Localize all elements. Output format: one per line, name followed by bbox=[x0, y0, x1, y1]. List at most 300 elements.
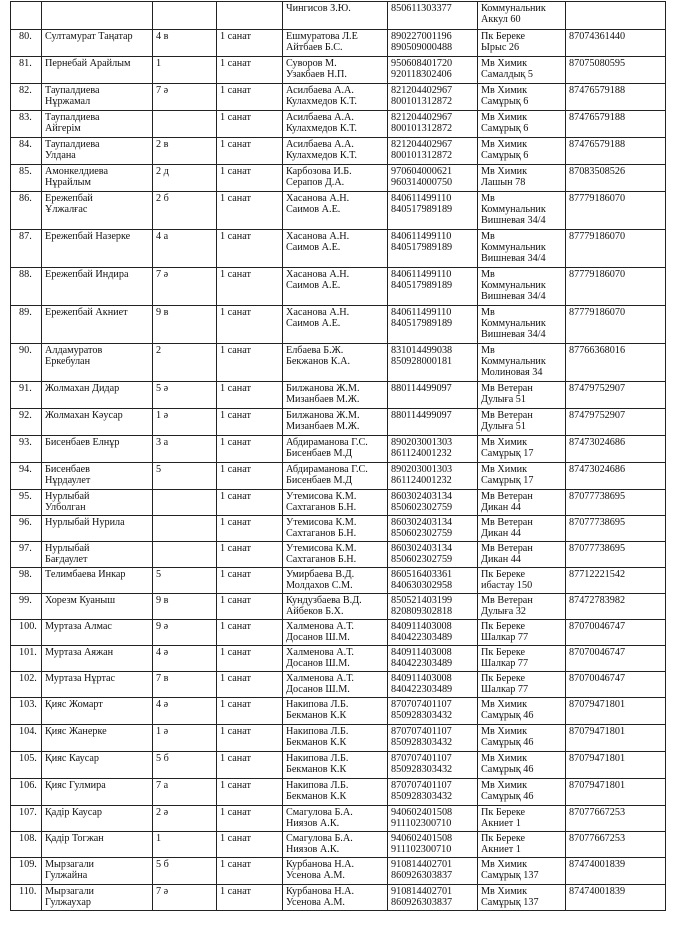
table-row bbox=[11, 594, 666, 620]
cell-student-name-line: Қадір Каусар bbox=[45, 807, 102, 818]
cell-student-name bbox=[42, 165, 153, 192]
cell-phone: 87766368016 bbox=[566, 344, 666, 382]
cell-parents-line: Накипова Л.Б. bbox=[286, 699, 349, 710]
cell-iin bbox=[388, 2, 478, 30]
cell-category: 1 санат bbox=[217, 490, 283, 516]
cell-iin-line: 860926303837 bbox=[391, 897, 453, 908]
cell-student-name-line: Бисенбаев Елнұр bbox=[45, 437, 120, 448]
cell-category: 1 санат bbox=[217, 594, 283, 620]
table-row bbox=[11, 138, 666, 165]
cell-parents bbox=[283, 698, 388, 725]
cell-parents-line: Бекманов К.К bbox=[286, 764, 347, 775]
cell-grade: 7 а bbox=[153, 779, 217, 806]
table-row bbox=[11, 725, 666, 752]
cell-number: 97. bbox=[11, 542, 42, 568]
cell-iin-line: 850521403199 bbox=[391, 595, 453, 606]
table-row bbox=[11, 858, 666, 885]
cell-number bbox=[11, 2, 42, 30]
cell-grade: 5 bbox=[153, 463, 217, 490]
cell-student-name-line: Нұржамал bbox=[45, 96, 91, 107]
cell-student-name bbox=[42, 516, 153, 542]
cell-address-line: Пк Береке bbox=[481, 833, 526, 844]
cell-parents bbox=[283, 779, 388, 806]
cell-parents-line: Кулахмедов К.Т. bbox=[286, 150, 357, 161]
cell-parents-line: Бекжанов К.А. bbox=[286, 356, 351, 367]
cell-phone: 87476579188 bbox=[566, 138, 666, 165]
cell-iin bbox=[388, 230, 478, 268]
cell-phone: 87779186070 bbox=[566, 192, 666, 230]
cell-category: 1 санат bbox=[217, 30, 283, 57]
cell-student-name-line: Муртаза Нұртас bbox=[45, 673, 116, 684]
cell-parents bbox=[283, 344, 388, 382]
cell-address bbox=[478, 516, 566, 542]
cell-number: 87. bbox=[11, 230, 42, 268]
cell-iin-line: 820809302818 bbox=[391, 606, 453, 617]
cell-iin-line: 850928303432 bbox=[391, 710, 453, 721]
cell-iin-line: 861124001232 bbox=[391, 475, 452, 486]
cell-address-line: Дикан 44 bbox=[481, 502, 521, 513]
cell-category: 1 санат bbox=[217, 138, 283, 165]
cell-parents-line: Серапов Д.А. bbox=[286, 177, 345, 188]
table-row bbox=[11, 516, 666, 542]
cell-category: 1 санат bbox=[217, 516, 283, 542]
cell-iin bbox=[388, 344, 478, 382]
cell-parents-line: Суворов М. bbox=[286, 58, 337, 69]
cell-phone: 87479752907 bbox=[566, 382, 666, 409]
cell-parents-line: Саимов А.Е. bbox=[286, 318, 341, 329]
cell-grade: 1 bbox=[153, 832, 217, 858]
cell-category: 1 санат bbox=[217, 885, 283, 911]
cell-iin-line: 800101312872 bbox=[391, 150, 453, 161]
cell-iin bbox=[388, 516, 478, 542]
cell-student-name bbox=[42, 672, 153, 698]
cell-parents bbox=[283, 646, 388, 672]
cell-iin-line: 870707401107 bbox=[391, 699, 452, 710]
cell-parents-line: Саимов А.Е. bbox=[286, 242, 341, 253]
cell-address-line: Дикан 44 bbox=[481, 528, 521, 539]
cell-address-line: Мв Ветеран bbox=[481, 410, 533, 421]
cell-student-name-line: Таупалдиева bbox=[45, 139, 100, 150]
cell-iin bbox=[388, 646, 478, 672]
cell-parents-line: Айтбаев Б.С. bbox=[286, 42, 343, 53]
cell-address-line: Самұрық 46 bbox=[481, 710, 534, 721]
cell-iin bbox=[388, 779, 478, 806]
cell-address-line: Самалдық 5 bbox=[481, 69, 534, 80]
cell-phone: 87079471801 bbox=[566, 725, 666, 752]
cell-student-name bbox=[42, 84, 153, 111]
cell-iin-line: 970604000621 bbox=[391, 166, 453, 177]
cell-address bbox=[478, 84, 566, 111]
cell-address bbox=[478, 268, 566, 306]
cell-category: 1 санат bbox=[217, 698, 283, 725]
cell-grade: 4 ә bbox=[153, 646, 217, 672]
cell-iin-line: 840911403008 bbox=[391, 621, 452, 632]
cell-student-name bbox=[42, 138, 153, 165]
cell-parents-line: Курбанова Н.А. bbox=[286, 859, 355, 870]
cell-parents-line: Накипова Л.Б. bbox=[286, 780, 349, 791]
cell-iin-line: 840611499110 bbox=[391, 193, 452, 204]
cell-student-name-line: Телимбаева Инкар bbox=[45, 569, 126, 580]
cell-iin bbox=[388, 138, 478, 165]
cell-address-line: Коммунальник bbox=[481, 204, 546, 215]
table-row bbox=[11, 490, 666, 516]
cell-grade: 3 а bbox=[153, 436, 217, 463]
table-row bbox=[11, 57, 666, 84]
cell-address-line: Мв bbox=[481, 307, 495, 318]
cell-iin bbox=[388, 568, 478, 594]
cell-address-line: Мв Химик bbox=[481, 85, 528, 96]
cell-number: 82. bbox=[11, 84, 42, 111]
cell-number: 90. bbox=[11, 344, 42, 382]
cell-number: 88. bbox=[11, 268, 42, 306]
cell-address-line: Самұрық 137 bbox=[481, 870, 539, 881]
cell-parents-line: Смагулова Б.А. bbox=[286, 807, 353, 818]
cell-address-line: Мв Химик bbox=[481, 699, 528, 710]
cell-parents-line: Ниязов А.К. bbox=[286, 844, 340, 855]
cell-parents-line: Утемисова К.М. bbox=[286, 491, 357, 502]
cell-iin-line: 890203001303 bbox=[391, 437, 453, 448]
cell-student-name bbox=[42, 832, 153, 858]
cell-address bbox=[478, 344, 566, 382]
cell-parents-line: Билжанова Ж.М. bbox=[286, 383, 360, 394]
cell-student-name-line: Улболган bbox=[45, 502, 86, 513]
cell-parents-line: Накипова Л.Б. bbox=[286, 753, 349, 764]
cell-category: 1 санат bbox=[217, 230, 283, 268]
cell-address-line: Шалкар 77 bbox=[481, 684, 529, 695]
cell-category: 1 санат bbox=[217, 463, 283, 490]
cell-address-line: Вишневая 34/4 bbox=[481, 253, 546, 264]
table-row bbox=[11, 885, 666, 911]
cell-grade: 5 б bbox=[153, 752, 217, 779]
cell-category: 1 санат bbox=[217, 832, 283, 858]
cell-iin-line: 840517989189 bbox=[391, 204, 453, 215]
cell-iin bbox=[388, 698, 478, 725]
cell-address-line: Пк Береке bbox=[481, 673, 526, 684]
cell-number: 108. bbox=[11, 832, 42, 858]
cell-student-name bbox=[42, 306, 153, 344]
cell-category: 1 санат bbox=[217, 344, 283, 382]
cell-address-line: Мв Ветеран bbox=[481, 517, 533, 528]
cell-parents bbox=[283, 409, 388, 436]
cell-address bbox=[478, 436, 566, 463]
cell-address-line: Самұрық 17 bbox=[481, 475, 534, 486]
cell-student-name-line: Таупалдиева bbox=[45, 85, 100, 96]
cell-parents-line: Саимов А.Е. bbox=[286, 280, 341, 291]
cell-iin bbox=[388, 858, 478, 885]
cell-iin-line: 821204402967 bbox=[391, 85, 453, 96]
cell-address-line: Коммунальник bbox=[481, 318, 546, 329]
cell-parents-line: Бекманов К.К bbox=[286, 737, 347, 748]
cell-iin-line: 840911403008 bbox=[391, 647, 452, 658]
cell-iin-line: 910814402701 bbox=[391, 859, 453, 870]
cell-student-name bbox=[42, 192, 153, 230]
cell-phone: 87473024686 bbox=[566, 463, 666, 490]
cell-address bbox=[478, 57, 566, 84]
cell-parents-line: Халменова А.Т. bbox=[286, 647, 354, 658]
cell-parents bbox=[283, 542, 388, 568]
cell-parents bbox=[283, 84, 388, 111]
cell-student-name-line: Алдамуратов bbox=[45, 345, 103, 356]
cell-phone: 87077738695 bbox=[566, 516, 666, 542]
cell-address-line: Пк Береке bbox=[481, 31, 526, 42]
cell-grade bbox=[153, 542, 217, 568]
cell-student-name-line: Мырзагали bbox=[45, 859, 94, 870]
cell-parents-line: Досанов Ш.М. bbox=[286, 658, 350, 669]
cell-number: 109. bbox=[11, 858, 42, 885]
cell-phone: 87070046747 bbox=[566, 672, 666, 698]
cell-student-name-line: Муртаза Аяжан bbox=[45, 647, 114, 658]
cell-iin-line: 850602302759 bbox=[391, 528, 453, 539]
cell-address-line: Дулыға 51 bbox=[481, 394, 526, 405]
cell-address-line: Мв bbox=[481, 269, 495, 280]
cell-grade bbox=[153, 2, 217, 30]
cell-iin bbox=[388, 725, 478, 752]
cell-parents-line: Накипова Л.Б. bbox=[286, 726, 349, 737]
cell-student-name-line: Бисенбаев bbox=[45, 464, 90, 475]
cell-grade: 4 ә bbox=[153, 698, 217, 725]
cell-parents bbox=[283, 30, 388, 57]
cell-address-line: Мв bbox=[481, 231, 495, 242]
cell-address bbox=[478, 230, 566, 268]
students-table bbox=[10, 1, 666, 911]
cell-student-name-line: Жолмахан Кәусар bbox=[45, 410, 123, 421]
cell-iin bbox=[388, 84, 478, 111]
cell-parents bbox=[283, 490, 388, 516]
cell-parents-line: Сахтаганов Б.Н. bbox=[286, 528, 357, 539]
cell-parents bbox=[283, 268, 388, 306]
cell-student-name bbox=[42, 2, 153, 30]
cell-iin bbox=[388, 885, 478, 911]
cell-number: 93. bbox=[11, 436, 42, 463]
cell-iin-line: 911102300710 bbox=[391, 844, 452, 855]
cell-student-name-line: Қияс Каусар bbox=[45, 753, 100, 764]
cell-number: 94. bbox=[11, 463, 42, 490]
cell-address bbox=[478, 542, 566, 568]
table-row bbox=[11, 409, 666, 436]
cell-student-name bbox=[42, 594, 153, 620]
cell-iin-line: 840422303489 bbox=[391, 632, 453, 643]
table-row bbox=[11, 30, 666, 57]
cell-parents-line: Кундузбаева В.Д. bbox=[286, 595, 362, 606]
cell-parents bbox=[283, 138, 388, 165]
cell-parents-line: Досанов Ш.М. bbox=[286, 632, 350, 643]
cell-address-line: Мв Химик bbox=[481, 464, 528, 475]
cell-phone: 87473024686 bbox=[566, 436, 666, 463]
cell-iin bbox=[388, 436, 478, 463]
cell-address bbox=[478, 138, 566, 165]
cell-address-line: Коммунальник bbox=[481, 3, 546, 14]
cell-grade bbox=[153, 516, 217, 542]
cell-address-line: Мв Химик bbox=[481, 58, 528, 69]
cell-address bbox=[478, 725, 566, 752]
cell-iin-line: 821204402967 bbox=[391, 112, 453, 123]
cell-parents-line: Саимов А.Е. bbox=[286, 204, 341, 215]
cell-address bbox=[478, 672, 566, 698]
cell-category: 1 санат bbox=[217, 620, 283, 646]
cell-parents bbox=[283, 306, 388, 344]
cell-category: 1 санат bbox=[217, 752, 283, 779]
cell-parents-line: Утемисова К.М. bbox=[286, 543, 357, 554]
cell-address-line: Самұрық 6 bbox=[481, 123, 529, 134]
cell-parents-line: Курбанова Н.А. bbox=[286, 886, 355, 897]
cell-parents bbox=[283, 832, 388, 858]
cell-address bbox=[478, 620, 566, 646]
cell-address bbox=[478, 165, 566, 192]
cell-iin-line: 870707401107 bbox=[391, 780, 452, 791]
cell-address-line: Мв Химик bbox=[481, 886, 528, 897]
cell-student-name-line: Таупалдиева bbox=[45, 112, 100, 123]
cell-parents-line: Ешмуратова Л.Е bbox=[286, 31, 358, 42]
cell-grade: 9 в bbox=[153, 306, 217, 344]
cell-address-line: Дикан 44 bbox=[481, 554, 521, 565]
cell-parents-line: Досанов Ш.М. bbox=[286, 684, 350, 695]
cell-parents-line: Бекманов К.К bbox=[286, 710, 347, 721]
cell-phone: 87474001839 bbox=[566, 858, 666, 885]
cell-number: 89. bbox=[11, 306, 42, 344]
cell-number: 83. bbox=[11, 111, 42, 138]
cell-parents bbox=[283, 752, 388, 779]
cell-phone: 87079471801 bbox=[566, 698, 666, 725]
cell-number: 107. bbox=[11, 806, 42, 832]
table-row bbox=[11, 382, 666, 409]
cell-parents-line: Абдираманова Г.С. bbox=[286, 437, 368, 448]
cell-student-name-line: Ұлжалғас bbox=[45, 204, 88, 215]
cell-iin bbox=[388, 542, 478, 568]
cell-iin bbox=[388, 806, 478, 832]
cell-address-line: Мв bbox=[481, 345, 495, 356]
table-row bbox=[11, 646, 666, 672]
cell-student-name bbox=[42, 542, 153, 568]
cell-address-line: Самұрық 6 bbox=[481, 150, 529, 161]
cell-iin-line: 860302403134 bbox=[391, 517, 453, 528]
cell-parents-line: Бисенбаев М.Д bbox=[286, 475, 353, 486]
cell-parents-line: Хасанова А.Н. bbox=[286, 307, 350, 318]
cell-category: 1 санат bbox=[217, 672, 283, 698]
cell-iin-line: 831014499038 bbox=[391, 345, 453, 356]
cell-category: 1 санат bbox=[217, 57, 283, 84]
cell-grade: 5 ә bbox=[153, 382, 217, 409]
cell-student-name-line: Амонкелдиева bbox=[45, 166, 109, 177]
cell-parents bbox=[283, 594, 388, 620]
cell-student-name-line: Султамурат Таңатар bbox=[45, 31, 133, 42]
cell-parents-line: Елбаева Б.Ж. bbox=[286, 345, 344, 356]
cell-phone: 87074361440 bbox=[566, 30, 666, 57]
cell-category: 1 санат bbox=[217, 84, 283, 111]
cell-iin-line: 880114499097 bbox=[391, 383, 452, 394]
cell-number: 85. bbox=[11, 165, 42, 192]
cell-address bbox=[478, 111, 566, 138]
cell-student-name-line: Мырзагали bbox=[45, 886, 94, 897]
table-row bbox=[11, 779, 666, 806]
table-row bbox=[11, 192, 666, 230]
cell-phone: 87077667253 bbox=[566, 806, 666, 832]
cell-iin-line: 960314000750 bbox=[391, 177, 453, 188]
cell-address-line: Мв Химик bbox=[481, 166, 528, 177]
cell-address bbox=[478, 858, 566, 885]
cell-address-line: Пк Береке bbox=[481, 647, 526, 658]
cell-phone: 87070046747 bbox=[566, 620, 666, 646]
cell-iin bbox=[388, 463, 478, 490]
cell-parents-line: Хасанова А.Н. bbox=[286, 231, 350, 242]
cell-grade: 9 ә bbox=[153, 620, 217, 646]
cell-category: 1 санат bbox=[217, 306, 283, 344]
cell-student-name bbox=[42, 646, 153, 672]
cell-grade: 2 б bbox=[153, 192, 217, 230]
cell-iin-line: 850602302759 bbox=[391, 502, 453, 513]
table-row bbox=[11, 344, 666, 382]
cell-phone: 87779186070 bbox=[566, 306, 666, 344]
table-row bbox=[11, 165, 666, 192]
cell-address bbox=[478, 490, 566, 516]
cell-parents-line: Билжанова Ж.М. bbox=[286, 410, 360, 421]
cell-phone bbox=[566, 2, 666, 30]
cell-student-name-line: Ережепбай Акниет bbox=[45, 307, 128, 318]
cell-address-line: Мв bbox=[481, 193, 495, 204]
cell-number: 105. bbox=[11, 752, 42, 779]
cell-number: 100. bbox=[11, 620, 42, 646]
cell-student-name bbox=[42, 111, 153, 138]
cell-iin-line: 940602401508 bbox=[391, 807, 453, 818]
cell-phone: 87079471801 bbox=[566, 752, 666, 779]
cell-student-name bbox=[42, 490, 153, 516]
table-row bbox=[11, 2, 666, 30]
cell-student-name-line: Гулжаухар bbox=[45, 897, 91, 908]
cell-iin-line: 860302403134 bbox=[391, 543, 453, 554]
cell-student-name-line: Муртаза Алмас bbox=[45, 621, 112, 632]
cell-address-line: Молиновая 34 bbox=[481, 367, 543, 378]
cell-phone: 87476579188 bbox=[566, 84, 666, 111]
table-body bbox=[11, 2, 666, 911]
cell-category: 1 санат bbox=[217, 268, 283, 306]
cell-iin-line: 840611499110 bbox=[391, 307, 452, 318]
cell-iin bbox=[388, 57, 478, 84]
cell-student-name bbox=[42, 436, 153, 463]
cell-iin bbox=[388, 30, 478, 57]
cell-parents bbox=[283, 436, 388, 463]
cell-address-line: Мв Химик bbox=[481, 780, 528, 791]
cell-iin-line: 840517989189 bbox=[391, 280, 453, 291]
cell-student-name-line: Нурлыбай Нурила bbox=[45, 517, 125, 528]
cell-iin-line: 850928000181 bbox=[391, 356, 453, 367]
table-row bbox=[11, 806, 666, 832]
cell-phone: 87779186070 bbox=[566, 268, 666, 306]
cell-address-line: Акниет 1 bbox=[481, 818, 521, 829]
cell-parents-line: Халменова А.Т. bbox=[286, 673, 354, 684]
cell-category: 1 санат bbox=[217, 779, 283, 806]
cell-address bbox=[478, 885, 566, 911]
cell-category: 1 санат bbox=[217, 725, 283, 752]
cell-iin-line: 860302403134 bbox=[391, 491, 453, 502]
cell-address bbox=[478, 806, 566, 832]
cell-iin bbox=[388, 490, 478, 516]
cell-student-name bbox=[42, 806, 153, 832]
cell-iin-line: 800101312872 bbox=[391, 123, 453, 134]
cell-student-name bbox=[42, 382, 153, 409]
cell-grade: 4 в bbox=[153, 30, 217, 57]
cell-parents bbox=[283, 672, 388, 698]
cell-grade: 5 б bbox=[153, 858, 217, 885]
cell-student-name-line: Пернебай Арайлым bbox=[45, 58, 131, 69]
cell-student-name-line: Қияс Гулмира bbox=[45, 780, 106, 791]
cell-number: 84. bbox=[11, 138, 42, 165]
cell-address-line: Самұрық 46 bbox=[481, 791, 534, 802]
cell-number: 80. bbox=[11, 30, 42, 57]
cell-parents-line: Ниязов А.К. bbox=[286, 818, 340, 829]
cell-phone: 87472783982 bbox=[566, 594, 666, 620]
cell-student-name bbox=[42, 230, 153, 268]
cell-parents-line: Усенова А.М. bbox=[286, 870, 345, 881]
cell-address bbox=[478, 192, 566, 230]
